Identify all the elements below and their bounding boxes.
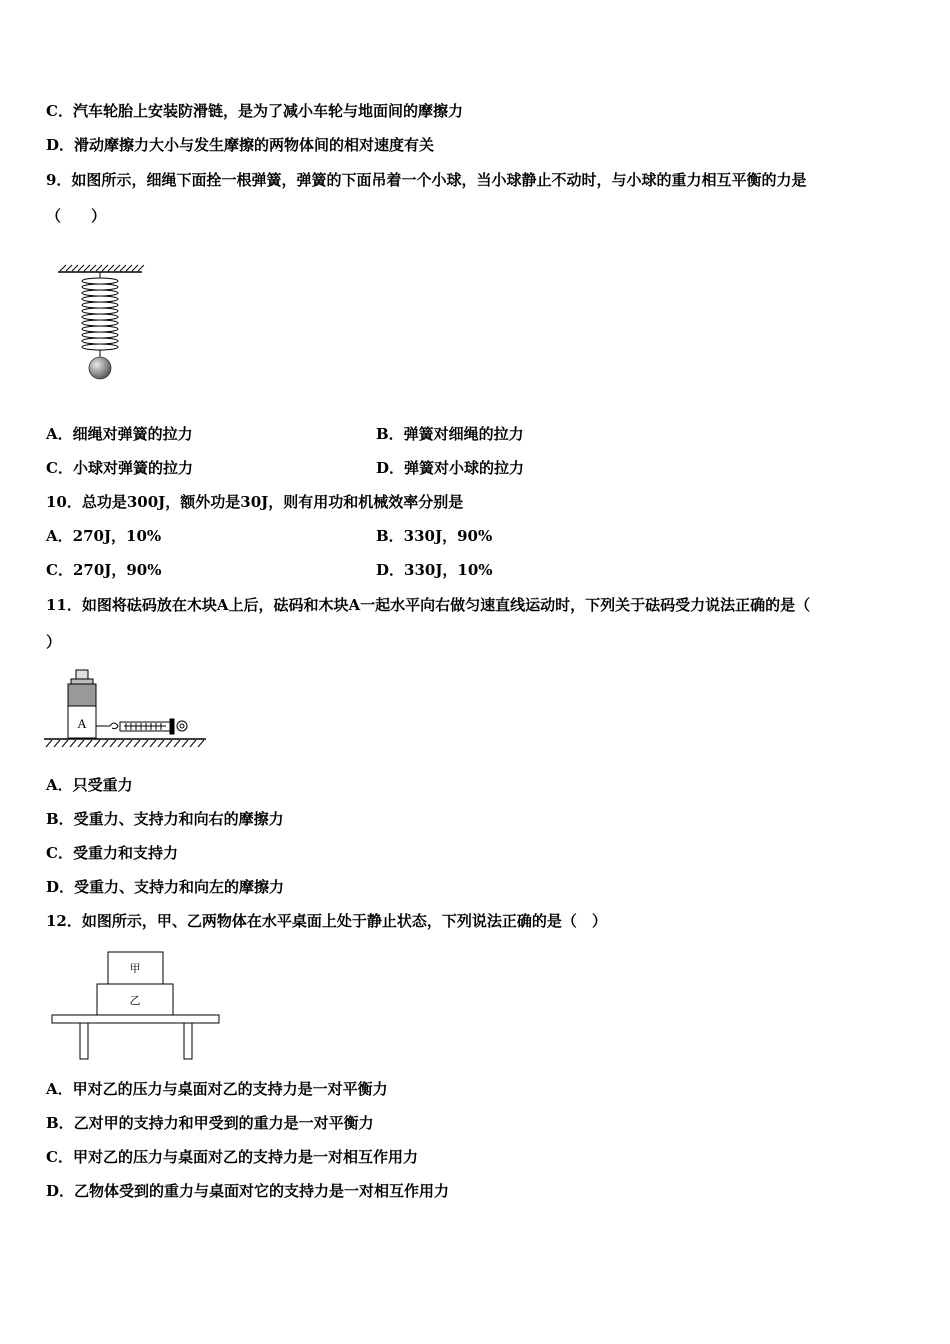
q10-option-a: A．270J，10% (46, 527, 162, 545)
q12-option-d: D．乙物体受到的重力与桌面对它的支持力是一对相互作用力 (46, 1182, 450, 1200)
q11-option-b: B．受重力、支持力和向右的摩擦力 (46, 810, 284, 828)
spring-ball-figure (54, 262, 150, 386)
q9-stem: 9．如图所示，细绳下面拴一根弹簧，弹簧的下面吊着一个小球，当小球静止不动时，与小球的重力相互平衡的力是 (46, 171, 807, 189)
ceiling-hatch (58, 265, 144, 272)
q12-option-a: A．甲对乙的压力与桌面对乙的支持力是一对平衡力 (46, 1080, 388, 1098)
q9-option-b: B．弹簧对细绳的拉力 (376, 425, 524, 443)
block-a-label: A (77, 716, 87, 731)
table-leg-left (80, 1023, 88, 1059)
q11-stem-cont: ） (46, 633, 62, 651)
q9-stem-cont: （ ） (46, 207, 107, 225)
spring-scale-icon (96, 719, 187, 734)
q10-option-d: D．330J，10% (376, 561, 493, 579)
q12-stem: 12．如图所示，甲、乙两物体在水平桌面上处于静止状态，下列说法正确的是（ ） (46, 912, 607, 930)
q9-option-c: C．小球对弹簧的拉力 (46, 459, 193, 477)
q9-option-a: A．细绳对弹簧的拉力 (46, 425, 193, 443)
block-jia-label: 甲 (129, 962, 141, 975)
q11-option-a: A．只受重力 (46, 776, 133, 794)
q8-option-c: C．汽车轮胎上安装防滑链，是为了减小车轮与地面间的摩擦力 (46, 102, 463, 120)
weight-icon (68, 670, 96, 706)
ground-hatch (44, 739, 206, 747)
q8-option-d: D．滑动摩擦力大小与发生摩擦的两物体间的相对速度有关 (46, 136, 435, 154)
q10-option-b: B．330J，90% (376, 527, 493, 545)
q10-stem: 10．总功是300J，额外功是30J，则有用功和机械效率分别是 (46, 493, 464, 511)
q12-option-b: B．乙对甲的支持力和甲受到的重力是一对平衡力 (46, 1114, 374, 1132)
ball-icon (89, 357, 111, 379)
q10-option-c: C．270J，90% (46, 561, 162, 579)
q11-option-c: C．受重力和支持力 (46, 844, 178, 862)
q11-stem: 11．如图将砝码放在木块A上后，砝码和木块A一起水平向右做匀速直线运动时，下列关于砝码受力说法正确的是（ (46, 596, 811, 614)
q9-option-d: D．弹簧对小球的拉力 (376, 459, 525, 477)
table-leg-right (184, 1023, 192, 1059)
block-yi-label: 乙 (129, 994, 141, 1007)
q12-option-c: C．甲对乙的压力与桌面对乙的支持力是一对相互作用力 (46, 1148, 418, 1166)
table-blocks-figure (50, 950, 224, 1062)
block-spring-scale-figure (44, 668, 210, 754)
q11-option-d: D．受重力、支持力和向左的摩擦力 (46, 878, 285, 896)
spring-icon (82, 272, 118, 358)
table-top (52, 1015, 219, 1023)
